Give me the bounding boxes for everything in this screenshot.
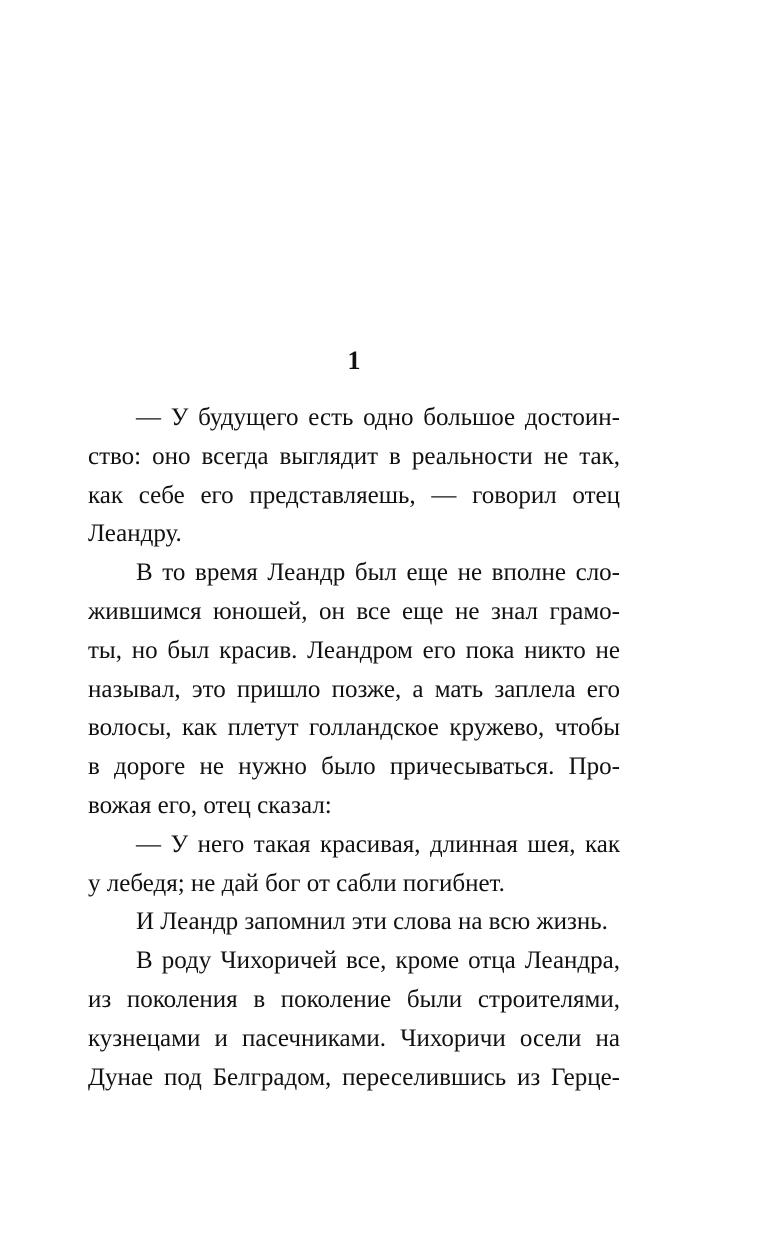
text-line: — У будущего есть одно большое достоин- [136,404,620,431]
text-line: кузнецами и пасечниками. Чихоричи осели на [88,1024,620,1052]
text-line: волосы, как плетут голландское кружево, чтобы [88,714,620,742]
text-line: из поколения в поколение были строителями, [88,985,620,1013]
text-line: в дороге не нужно было причесываться. Про- [88,753,620,781]
chapter-number: 1 [347,346,361,375]
text-line: В роду Чихоричей все, кроме отца Леандра, [136,947,620,975]
text-line: как себе его представляешь, — говорил отец [88,481,620,509]
text-line: В то время Леандр был еще не вполне сло- [136,559,620,587]
text-line: — У него такая красивая, длинная шея, как [136,830,620,858]
text-line: ты, но был красив. Леандром его пока никто не [88,636,620,664]
text-line: называл, это пришло позже, а мать заплела его [88,675,620,703]
text-line: у лебедя; не дай бог от сабли погибнет. [88,869,505,897]
text-line: Дунае под Белградом, переселившись из Герце- [88,1063,620,1091]
text-line: ство: оно всегда выглядит в реальности не так, [88,442,620,470]
text-line: жившимся юношей, он все еще не знал грамо- [88,597,620,625]
text-line: И Леандр запомнил эти слова на всю жизнь. [136,908,608,936]
text-line: Леандру. [88,520,182,548]
body-text [88,399,620,1097]
text-line: вожая его, отец сказал: [88,791,332,819]
